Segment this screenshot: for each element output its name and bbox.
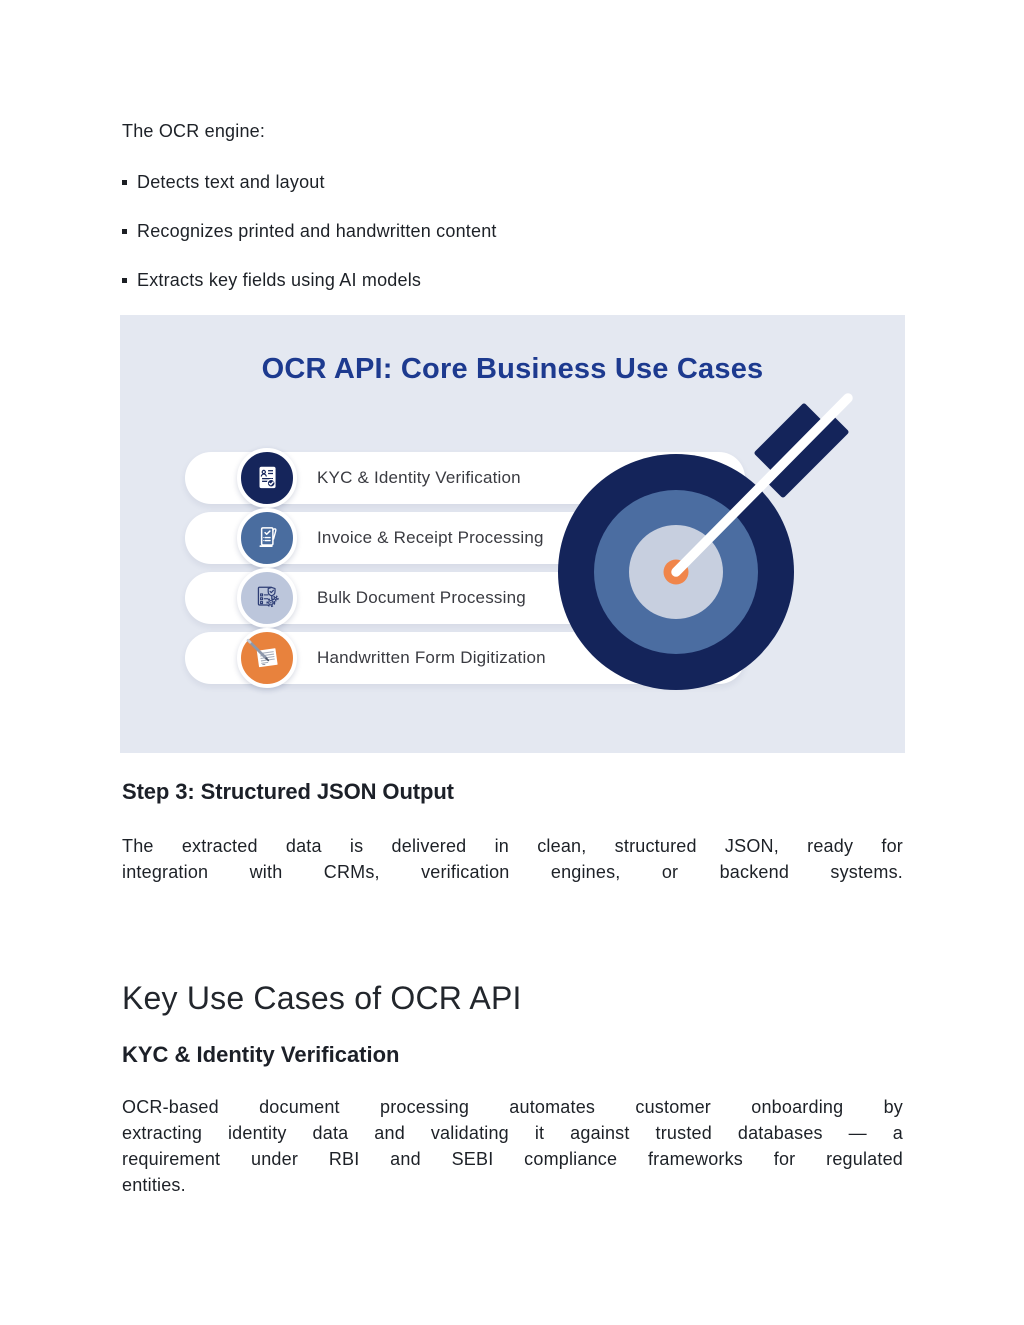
id-card-check-icon	[237, 448, 297, 508]
section-heading: Key Use Cases of OCR API	[122, 980, 522, 1016]
infographic-panel	[120, 315, 905, 753]
kyc-paragraph	[122, 1094, 903, 1198]
bullet-item	[122, 169, 325, 195]
target-dart-illustration	[518, 372, 890, 720]
intro-lead: The OCR engine:	[122, 121, 266, 141]
documents-gear-icon	[237, 568, 297, 628]
use-case-label: Bulk Document Processing	[317, 588, 526, 607]
bullet-text: Extracts key fields using AI models	[137, 270, 422, 290]
use-case-label: KYC & Identity Verification	[317, 468, 521, 487]
bullet-square-icon	[122, 180, 127, 185]
paragraph-line: requirement under RBI and SEBI compliance frameworks for regulated	[122, 1149, 903, 1169]
use-case-label: Invoice & Receipt Processing	[317, 528, 544, 547]
infographic-title: OCR API: Core Business Use Cases	[261, 353, 764, 385]
bullet-item	[122, 218, 497, 244]
paragraph-line: extracting identity data and validating it against trusted databases — a	[122, 1123, 903, 1143]
bullet-text: Detects text and layout	[137, 172, 325, 192]
bullet-square-icon	[122, 278, 127, 283]
use-case-label: Handwritten Form Digitization	[317, 648, 546, 667]
receipt-check-icon	[237, 508, 297, 568]
bullet-square-icon	[122, 229, 127, 234]
paragraph-line: The extracted data is delivered in clean, structured JSON, ready for	[122, 836, 903, 856]
bullet-item	[122, 267, 421, 293]
paragraph-line: integration with CRMs, verification engines, or backend systems.	[122, 862, 903, 882]
step3-heading: Step 3: Structured JSON Output	[122, 779, 454, 804]
step3-paragraph	[122, 833, 903, 885]
bullet-text: Recognizes printed and handwritten content	[137, 221, 497, 241]
pen-paper-icon	[237, 628, 297, 688]
subsection-heading: KYC & Identity Verification	[122, 1042, 400, 1067]
paragraph-line: entities.	[122, 1175, 186, 1195]
paragraph-line: OCR-based document processing automates customer onboarding by	[122, 1097, 903, 1117]
